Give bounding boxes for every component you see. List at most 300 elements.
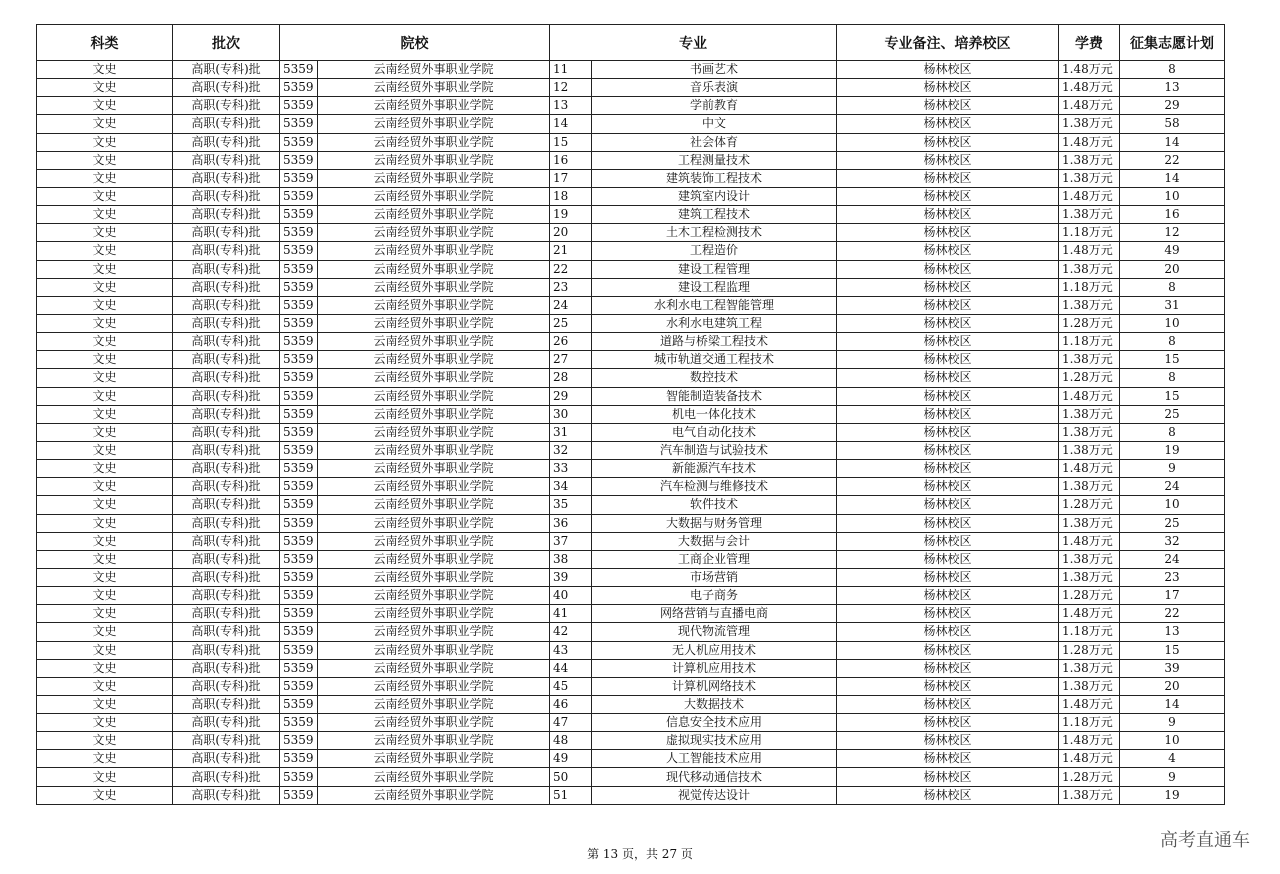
category-cell: 文史: [37, 641, 173, 659]
school-name-cell: 云南经贸外事职业学院: [318, 496, 550, 514]
category-cell: 文史: [37, 460, 173, 478]
category-cell: 文史: [37, 423, 173, 441]
plan-count-cell: 9: [1120, 768, 1225, 786]
school-code-cell: 5359: [280, 478, 318, 496]
plan-count-cell: 8: [1120, 333, 1225, 351]
plan-count-cell: 8: [1120, 278, 1225, 296]
table-row: [37, 97, 1225, 115]
category-cell: 文史: [37, 659, 173, 677]
category-cell: 文史: [37, 206, 173, 224]
plan-count-cell: 10: [1120, 496, 1225, 514]
campus-cell: 杨林校区: [837, 677, 1059, 695]
major-code-cell: 47: [550, 714, 592, 732]
major-name-cell: 网络营销与直播电商: [592, 605, 837, 623]
tuition-cell: 1.48万元: [1059, 187, 1120, 205]
batch-cell: 高职(专科)批: [173, 260, 280, 278]
campus-cell: 杨林校区: [837, 224, 1059, 242]
table-row: [37, 732, 1225, 750]
category-cell: 文史: [37, 478, 173, 496]
campus-cell: 杨林校区: [837, 115, 1059, 133]
school-name-cell: 云南经贸外事职业学院: [318, 278, 550, 296]
category-cell: 文史: [37, 369, 173, 387]
category-cell: 文史: [37, 169, 173, 187]
school-code-cell: 5359: [280, 296, 318, 314]
major-name-cell: 大数据与会计: [592, 532, 837, 550]
school-code-cell: 5359: [280, 423, 318, 441]
batch-cell: 高职(专科)批: [173, 641, 280, 659]
tuition-cell: 1.28万元: [1059, 641, 1120, 659]
major-name-cell: 工商企业管理: [592, 550, 837, 568]
tuition-cell: 1.18万元: [1059, 333, 1120, 351]
major-code-cell: 51: [550, 786, 592, 804]
category-cell: 文史: [37, 750, 173, 768]
batch-cell: 高职(专科)批: [173, 623, 280, 641]
major-name-cell: 智能制造装备技术: [592, 387, 837, 405]
table-row: [37, 550, 1225, 568]
table-row: [37, 61, 1225, 79]
major-name-cell: 水利水电建筑工程: [592, 314, 837, 332]
major-code-cell: 38: [550, 550, 592, 568]
major-name-cell: 汽车检测与维修技术: [592, 478, 837, 496]
header-category: 科类: [37, 25, 173, 61]
table-row: [37, 460, 1225, 478]
major-name-cell: 电子商务: [592, 587, 837, 605]
school-name-cell: 云南经贸外事职业学院: [318, 768, 550, 786]
table-row: [37, 333, 1225, 351]
plan-count-cell: 14: [1120, 169, 1225, 187]
category-cell: 文史: [37, 732, 173, 750]
batch-cell: 高职(专科)批: [173, 786, 280, 804]
batch-cell: 高职(专科)批: [173, 750, 280, 768]
school-code-cell: 5359: [280, 732, 318, 750]
category-cell: 文史: [37, 260, 173, 278]
school-name-cell: 云南经贸外事职业学院: [318, 206, 550, 224]
major-name-cell: 新能源汽车技术: [592, 460, 837, 478]
tuition-cell: 1.18万元: [1059, 623, 1120, 641]
tuition-cell: 1.38万元: [1059, 514, 1120, 532]
major-name-cell: 数控技术: [592, 369, 837, 387]
tuition-cell: 1.38万元: [1059, 478, 1120, 496]
header-row: [37, 25, 1225, 61]
table-row: [37, 750, 1225, 768]
tuition-cell: 1.38万元: [1059, 786, 1120, 804]
table-row: [37, 478, 1225, 496]
batch-cell: 高职(专科)批: [173, 151, 280, 169]
major-name-cell: 建筑室内设计: [592, 187, 837, 205]
campus-cell: 杨林校区: [837, 478, 1059, 496]
school-name-cell: 云南经贸外事职业学院: [318, 605, 550, 623]
school-code-cell: 5359: [280, 387, 318, 405]
school-name-cell: 云南经贸外事职业学院: [318, 133, 550, 151]
tuition-cell: 1.48万元: [1059, 605, 1120, 623]
major-name-cell: 建设工程监理: [592, 278, 837, 296]
category-cell: 文史: [37, 224, 173, 242]
table-row: [37, 151, 1225, 169]
school-code-cell: 5359: [280, 151, 318, 169]
school-name-cell: 云南经贸外事职业学院: [318, 61, 550, 79]
school-code-cell: 5359: [280, 260, 318, 278]
tuition-cell: 1.38万元: [1059, 423, 1120, 441]
plan-count-cell: 20: [1120, 677, 1225, 695]
school-code-cell: 5359: [280, 587, 318, 605]
school-name-cell: 云南经贸外事职业学院: [318, 224, 550, 242]
school-code-cell: 5359: [280, 278, 318, 296]
table-row: [37, 369, 1225, 387]
plan-count-cell: 12: [1120, 224, 1225, 242]
table-row: [37, 314, 1225, 332]
major-name-cell: 汽车制造与试验技术: [592, 441, 837, 459]
plan-count-cell: 23: [1120, 568, 1225, 586]
table-row: [37, 605, 1225, 623]
table-row: [37, 786, 1225, 804]
batch-cell: 高职(专科)批: [173, 732, 280, 750]
major-code-cell: 41: [550, 605, 592, 623]
tuition-cell: 1.38万元: [1059, 151, 1120, 169]
batch-cell: 高职(专科)批: [173, 550, 280, 568]
plan-count-cell: 22: [1120, 151, 1225, 169]
school-name-cell: 云南经贸外事职业学院: [318, 460, 550, 478]
school-name-cell: 云南经贸外事职业学院: [318, 750, 550, 768]
page-footer: 第 13 页，共 27 页: [587, 847, 693, 861]
table-row: [37, 423, 1225, 441]
campus-cell: 杨林校区: [837, 550, 1059, 568]
major-code-cell: 48: [550, 732, 592, 750]
tuition-cell: 1.48万元: [1059, 97, 1120, 115]
plan-count-cell: 8: [1120, 369, 1225, 387]
school-name-cell: 云南经贸外事职业学院: [318, 187, 550, 205]
campus-cell: 杨林校区: [837, 568, 1059, 586]
plan-count-cell: 10: [1120, 732, 1225, 750]
school-code-cell: 5359: [280, 97, 318, 115]
school-name-cell: 云南经贸外事职业学院: [318, 677, 550, 695]
school-code-cell: 5359: [280, 677, 318, 695]
major-name-cell: 大数据技术: [592, 695, 837, 713]
major-code-cell: 44: [550, 659, 592, 677]
school-code-cell: 5359: [280, 224, 318, 242]
plan-count-cell: 17: [1120, 587, 1225, 605]
tuition-cell: 1.48万元: [1059, 532, 1120, 550]
school-code-cell: 5359: [280, 659, 318, 677]
category-cell: 文史: [37, 714, 173, 732]
plan-count-cell: 31: [1120, 296, 1225, 314]
major-code-cell: 33: [550, 460, 592, 478]
major-name-cell: 计算机网络技术: [592, 677, 837, 695]
batch-cell: 高职(专科)批: [173, 714, 280, 732]
batch-cell: 高职(专科)批: [173, 296, 280, 314]
school-code-cell: 5359: [280, 750, 318, 768]
major-code-cell: 28: [550, 369, 592, 387]
plan-count-cell: 4: [1120, 750, 1225, 768]
plan-count-cell: 10: [1120, 187, 1225, 205]
batch-cell: 高职(专科)批: [173, 768, 280, 786]
major-code-cell: 25: [550, 314, 592, 332]
school-code-cell: 5359: [280, 460, 318, 478]
tuition-cell: 1.38万元: [1059, 296, 1120, 314]
batch-cell: 高职(专科)批: [173, 79, 280, 97]
school-code-cell: 5359: [280, 369, 318, 387]
school-name-cell: 云南经贸外事职业学院: [318, 478, 550, 496]
plan-count-cell: 8: [1120, 61, 1225, 79]
table-row: [37, 169, 1225, 187]
campus-cell: 杨林校区: [837, 732, 1059, 750]
school-name-cell: 云南经贸外事职业学院: [318, 714, 550, 732]
major-code-cell: 18: [550, 187, 592, 205]
major-name-cell: 信息安全技术应用: [592, 714, 837, 732]
major-code-cell: 45: [550, 677, 592, 695]
tuition-cell: 1.38万元: [1059, 677, 1120, 695]
batch-cell: 高职(专科)批: [173, 224, 280, 242]
tuition-cell: 1.28万元: [1059, 768, 1120, 786]
batch-cell: 高职(专科)批: [173, 514, 280, 532]
school-name-cell: 云南经贸外事职业学院: [318, 568, 550, 586]
campus-cell: 杨林校区: [837, 514, 1059, 532]
header-remarks-campus: 专业备注、培养校区: [837, 25, 1059, 61]
table-row: [37, 242, 1225, 260]
table-row: [37, 278, 1225, 296]
plan-count-cell: 19: [1120, 441, 1225, 459]
plan-count-cell: 9: [1120, 714, 1225, 732]
campus-cell: 杨林校区: [837, 496, 1059, 514]
campus-cell: 杨林校区: [837, 187, 1059, 205]
batch-cell: 高职(专科)批: [173, 169, 280, 187]
batch-cell: 高职(专科)批: [173, 441, 280, 459]
category-cell: 文史: [37, 296, 173, 314]
tuition-cell: 1.48万元: [1059, 133, 1120, 151]
major-code-cell: 30: [550, 405, 592, 423]
table-row: [37, 115, 1225, 133]
major-name-cell: 现代物流管理: [592, 623, 837, 641]
batch-cell: 高职(专科)批: [173, 278, 280, 296]
category-cell: 文史: [37, 314, 173, 332]
batch-cell: 高职(专科)批: [173, 206, 280, 224]
major-code-cell: 12: [550, 79, 592, 97]
category-cell: 文史: [37, 187, 173, 205]
major-code-cell: 36: [550, 514, 592, 532]
table-row: [37, 714, 1225, 732]
plan-count-cell: 13: [1120, 623, 1225, 641]
plan-count-cell: 49: [1120, 242, 1225, 260]
campus-cell: 杨林校区: [837, 296, 1059, 314]
table-row: [37, 296, 1225, 314]
header-school: 院校: [280, 25, 550, 61]
school-name-cell: 云南经贸外事职业学院: [318, 514, 550, 532]
tuition-cell: 1.38万元: [1059, 550, 1120, 568]
campus-cell: 杨林校区: [837, 623, 1059, 641]
plan-count-cell: 14: [1120, 695, 1225, 713]
category-cell: 文史: [37, 605, 173, 623]
tuition-cell: 1.18万元: [1059, 714, 1120, 732]
header-plan: 征集志愿计划: [1120, 25, 1225, 61]
major-name-cell: 城市轨道交通工程技术: [592, 351, 837, 369]
school-name-cell: 云南经贸外事职业学院: [318, 115, 550, 133]
plan-count-cell: 14: [1120, 133, 1225, 151]
plan-count-cell: 10: [1120, 314, 1225, 332]
table-row: [37, 79, 1225, 97]
plan-count-cell: 24: [1120, 478, 1225, 496]
plan-count-cell: 39: [1120, 659, 1225, 677]
major-code-cell: 14: [550, 115, 592, 133]
major-name-cell: 机电一体化技术: [592, 405, 837, 423]
major-name-cell: 建筑工程技术: [592, 206, 837, 224]
school-code-cell: 5359: [280, 786, 318, 804]
major-name-cell: 学前教育: [592, 97, 837, 115]
school-code-cell: 5359: [280, 496, 318, 514]
batch-cell: 高职(专科)批: [173, 133, 280, 151]
table-row: [37, 659, 1225, 677]
major-code-cell: 24: [550, 296, 592, 314]
plan-count-cell: 9: [1120, 460, 1225, 478]
campus-cell: 杨林校区: [837, 260, 1059, 278]
major-name-cell: 社会体育: [592, 133, 837, 151]
category-cell: 文史: [37, 496, 173, 514]
campus-cell: 杨林校区: [837, 605, 1059, 623]
table-row: [37, 587, 1225, 605]
major-code-cell: 29: [550, 387, 592, 405]
plan-count-cell: 25: [1120, 405, 1225, 423]
tuition-cell: 1.18万元: [1059, 278, 1120, 296]
campus-cell: 杨林校区: [837, 695, 1059, 713]
batch-cell: 高职(专科)批: [173, 605, 280, 623]
batch-cell: 高职(专科)批: [173, 496, 280, 514]
campus-cell: 杨林校区: [837, 460, 1059, 478]
plan-count-cell: 19: [1120, 786, 1225, 804]
tuition-cell: 1.48万元: [1059, 242, 1120, 260]
major-name-cell: 音乐表演: [592, 79, 837, 97]
school-code-cell: 5359: [280, 568, 318, 586]
tuition-cell: 1.38万元: [1059, 169, 1120, 187]
school-name-cell: 云南经贸外事职业学院: [318, 423, 550, 441]
major-code-cell: 34: [550, 478, 592, 496]
batch-cell: 高职(专科)批: [173, 115, 280, 133]
batch-cell: 高职(专科)批: [173, 387, 280, 405]
batch-cell: 高职(专科)批: [173, 61, 280, 79]
major-name-cell: 人工智能技术应用: [592, 750, 837, 768]
major-code-cell: 31: [550, 423, 592, 441]
major-code-cell: 20: [550, 224, 592, 242]
table-row: [37, 623, 1225, 641]
school-name-cell: 云南经贸外事职业学院: [318, 387, 550, 405]
major-name-cell: 工程测量技术: [592, 151, 837, 169]
school-code-cell: 5359: [280, 115, 318, 133]
school-code-cell: 5359: [280, 169, 318, 187]
batch-cell: 高职(专科)批: [173, 659, 280, 677]
school-code-cell: 5359: [280, 187, 318, 205]
school-name-cell: 云南经贸外事职业学院: [318, 296, 550, 314]
major-code-cell: 13: [550, 97, 592, 115]
campus-cell: 杨林校区: [837, 242, 1059, 260]
table-row: [37, 224, 1225, 242]
major-name-cell: 虚拟现实技术应用: [592, 732, 837, 750]
tuition-cell: 1.48万元: [1059, 387, 1120, 405]
school-code-cell: 5359: [280, 333, 318, 351]
table-row: [37, 532, 1225, 550]
school-code-cell: 5359: [280, 314, 318, 332]
category-cell: 文史: [37, 79, 173, 97]
batch-cell: 高职(专科)批: [173, 351, 280, 369]
campus-cell: 杨林校区: [837, 333, 1059, 351]
tuition-cell: 1.48万元: [1059, 79, 1120, 97]
school-code-cell: 5359: [280, 206, 318, 224]
school-code-cell: 5359: [280, 695, 318, 713]
header-batch: 批次: [173, 25, 280, 61]
major-code-cell: 35: [550, 496, 592, 514]
school-name-cell: 云南经贸外事职业学院: [318, 441, 550, 459]
major-code-cell: 49: [550, 750, 592, 768]
campus-cell: 杨林校区: [837, 387, 1059, 405]
major-name-cell: 无人机应用技术: [592, 641, 837, 659]
campus-cell: 杨林校区: [837, 532, 1059, 550]
table-row: [37, 768, 1225, 786]
tuition-cell: 1.38万元: [1059, 568, 1120, 586]
major-name-cell: 大数据与财务管理: [592, 514, 837, 532]
tuition-cell: 1.18万元: [1059, 224, 1120, 242]
tuition-cell: 1.38万元: [1059, 659, 1120, 677]
major-code-cell: 32: [550, 441, 592, 459]
table-row: [37, 387, 1225, 405]
school-name-cell: 云南经贸外事职业学院: [318, 369, 550, 387]
campus-cell: 杨林校区: [837, 79, 1059, 97]
category-cell: 文史: [37, 786, 173, 804]
plan-count-cell: 15: [1120, 387, 1225, 405]
school-code-cell: 5359: [280, 79, 318, 97]
plan-count-cell: 32: [1120, 532, 1225, 550]
school-name-cell: 云南经贸外事职业学院: [318, 351, 550, 369]
major-name-cell: 电气自动化技术: [592, 423, 837, 441]
plan-count-cell: 13: [1120, 79, 1225, 97]
category-cell: 文史: [37, 568, 173, 586]
table-row: [37, 568, 1225, 586]
batch-cell: 高职(专科)批: [173, 587, 280, 605]
category-cell: 文史: [37, 623, 173, 641]
category-cell: 文史: [37, 587, 173, 605]
major-code-cell: 21: [550, 242, 592, 260]
tuition-cell: 1.28万元: [1059, 314, 1120, 332]
school-name-cell: 云南经贸外事职业学院: [318, 97, 550, 115]
major-name-cell: 中文: [592, 115, 837, 133]
tuition-cell: 1.38万元: [1059, 441, 1120, 459]
tuition-cell: 1.28万元: [1059, 496, 1120, 514]
campus-cell: 杨林校区: [837, 151, 1059, 169]
category-cell: 文史: [37, 768, 173, 786]
major-name-cell: 道路与桥梁工程技术: [592, 333, 837, 351]
table-row: [37, 260, 1225, 278]
plan-count-cell: 25: [1120, 514, 1225, 532]
table-row: [37, 441, 1225, 459]
campus-cell: 杨林校区: [837, 405, 1059, 423]
tuition-cell: 1.28万元: [1059, 587, 1120, 605]
school-name-cell: 云南经贸外事职业学院: [318, 242, 550, 260]
major-code-cell: 46: [550, 695, 592, 713]
major-code-cell: 42: [550, 623, 592, 641]
major-code-cell: 15: [550, 133, 592, 151]
batch-cell: 高职(专科)批: [173, 314, 280, 332]
category-cell: 文史: [37, 695, 173, 713]
batch-cell: 高职(专科)批: [173, 369, 280, 387]
batch-cell: 高职(专科)批: [173, 187, 280, 205]
campus-cell: 杨林校区: [837, 61, 1059, 79]
tuition-cell: 1.48万元: [1059, 61, 1120, 79]
plan-count-cell: 24: [1120, 550, 1225, 568]
campus-cell: 杨林校区: [837, 641, 1059, 659]
enrollment-table: [36, 24, 1225, 805]
tuition-cell: 1.28万元: [1059, 369, 1120, 387]
category-cell: 文史: [37, 151, 173, 169]
batch-cell: 高职(专科)批: [173, 460, 280, 478]
school-name-cell: 云南经贸外事职业学院: [318, 695, 550, 713]
category-cell: 文史: [37, 550, 173, 568]
category-cell: 文史: [37, 532, 173, 550]
watermark-brand: 高考直通车: [1160, 830, 1250, 851]
